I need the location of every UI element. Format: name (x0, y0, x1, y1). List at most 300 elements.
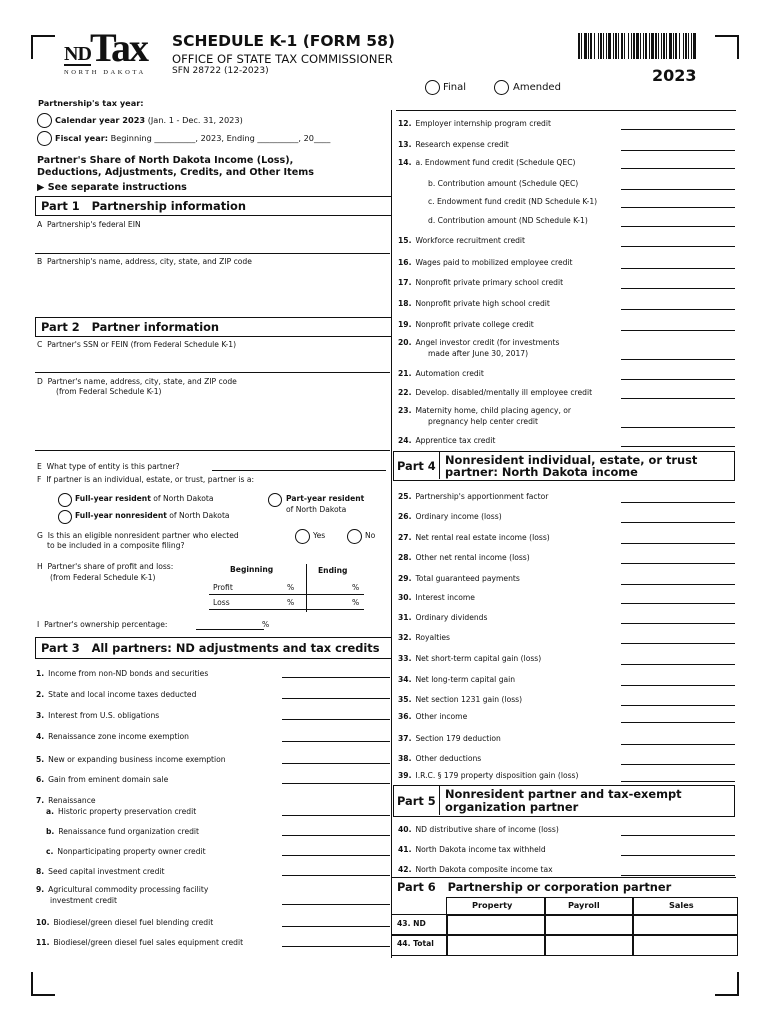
line-number: 5. (36, 755, 45, 764)
right-line-22-label (398, 574, 520, 584)
right-line-4-label (424, 197, 597, 207)
part5-divider (439, 786, 440, 815)
part3-line-3-label (36, 711, 159, 721)
barcode-bar (624, 33, 625, 59)
line-text: c. Endowment fund credit (ND Schedule K-1) (428, 197, 598, 206)
right-line-33-field[interactable] (621, 835, 735, 836)
profit-label: Profit (213, 583, 233, 592)
barcode-bar (683, 33, 684, 59)
right-line-18-field[interactable] (621, 502, 735, 503)
line-number: 20. (398, 338, 412, 347)
part3-line-10-field[interactable] (282, 855, 390, 856)
barcode-bar (685, 33, 687, 59)
line-text: Net rental real estate income (loss) (415, 533, 550, 542)
line-number: 42. (398, 865, 412, 874)
right-line-3-label (424, 179, 578, 189)
share-heading: Partner's Share of North Dakota Income (Loss), Deductions, Adjustments, Credits, and Other Items (37, 155, 314, 178)
part3-line-6-field[interactable] (282, 783, 390, 784)
line-text: North Dakota income tax withheld (415, 845, 546, 854)
line-text: North Dakota composite income tax (415, 865, 553, 874)
part5-title-line2: organization partner (445, 800, 579, 814)
right-line-28-label (398, 695, 522, 705)
right-line-17-field[interactable] (621, 446, 735, 447)
part5-title-line1: Nonresident partner and tax-exempt (445, 787, 682, 801)
line-number: 21. (398, 369, 412, 378)
part-year-resident-radio[interactable] (268, 493, 282, 507)
line-number: 4. (36, 732, 45, 741)
right-line-26-label (398, 654, 541, 664)
line-43-payroll[interactable] (544, 914, 634, 936)
line-number: 18. (398, 299, 412, 308)
line-text: Net section 1231 gain (loss) (415, 695, 523, 704)
barcode-bar (578, 33, 580, 59)
line-number: 9. (36, 885, 45, 894)
line-number: 25. (398, 492, 412, 501)
part3-line-14-label (36, 918, 213, 928)
line-b-label: B Partnership's name, address, city, state, and ZIP code (37, 257, 252, 266)
barcode-bar (608, 33, 611, 59)
barcode-bar (594, 33, 595, 59)
right-line-1-field[interactable] (621, 150, 735, 151)
right-line-23-field[interactable] (621, 603, 735, 604)
line-number: c. (46, 847, 54, 856)
line-text: Renaissance zone income exemption (48, 732, 189, 741)
barcode-bar (691, 33, 692, 59)
right-line-7-field[interactable] (621, 268, 735, 269)
line-text: Net short-term capital gain (loss) (415, 654, 542, 663)
line-text: a. Endowment fund credit (Schedule QEC) (415, 158, 576, 167)
part3-line-4-label (36, 732, 189, 742)
line-number: 14. (398, 158, 412, 167)
part3-line-11-field[interactable] (282, 875, 390, 876)
part3-line-9-field[interactable] (282, 835, 390, 836)
line-number: 28. (398, 553, 412, 562)
right-line-8-field[interactable] (621, 288, 735, 289)
loss-row-line[interactable] (209, 609, 364, 610)
barcode-bar (621, 33, 623, 59)
right-line-34-label (398, 845, 546, 855)
line-text: Employer internship program credit (415, 119, 551, 128)
right-line-18-label (398, 492, 548, 502)
line-text: Nonprofit private high school credit (415, 299, 550, 308)
right-line-35-label (398, 865, 553, 875)
line-44-label: 44. Total (397, 939, 434, 948)
part3-line-8-label (46, 807, 196, 817)
line-number: 37. (398, 734, 412, 743)
part5-label: Part 5 (397, 794, 436, 808)
line-number: 24. (398, 436, 412, 445)
part3-line-12-label (36, 885, 208, 895)
line-text: pregnancy help center credit (428, 417, 539, 426)
barcode-bar (590, 33, 592, 59)
barcode-bar (666, 33, 667, 59)
barcode-bar (661, 33, 662, 59)
right-line-31-field[interactable] (621, 764, 735, 765)
line-number: 6. (36, 775, 45, 784)
line-text: Wages paid to mobilized employee credit (415, 258, 573, 267)
right-line-9-field[interactable] (621, 309, 735, 310)
line-number: 3. (36, 711, 45, 720)
line-44-property[interactable] (446, 934, 546, 956)
barcode-bar (640, 33, 641, 59)
line-number: 34. (398, 675, 412, 684)
barcode-bar (673, 33, 674, 59)
line-a-label: A Partnership's federal EIN (37, 220, 141, 229)
line-text: Other income (415, 712, 468, 721)
logo-sub-text: NORTH DAKOTA (64, 69, 146, 76)
part3-line-1-field[interactable] (282, 677, 390, 678)
right-line-20-field[interactable] (621, 543, 735, 544)
profit-loss-divider (306, 564, 307, 612)
right-line-3-field[interactable] (621, 189, 735, 190)
line-text: Ordinary income (loss) (415, 512, 502, 521)
line-text: Research expense credit (415, 140, 509, 149)
part-year-resident-of-nd: of North Dakota (286, 505, 347, 514)
line-c-label: C Partner's SSN or FEIN (from Federal Schedule K-1) (37, 340, 237, 349)
full-year-nonresident-of-nd: of North Dakota (169, 511, 230, 520)
right-line-4-field[interactable] (621, 207, 735, 208)
barcode-bar (628, 33, 629, 59)
calendar-year-radio[interactable] (37, 113, 52, 128)
right-line-6-label (398, 236, 525, 246)
line-number: 10. (36, 918, 50, 927)
right-line-19-label (398, 512, 502, 522)
right-line-10-label (398, 320, 534, 330)
property-header: Property (472, 900, 513, 910)
right-line-13-field[interactable] (621, 379, 735, 380)
part3-line-13-label (46, 896, 117, 906)
part3-line-15-label (36, 938, 243, 948)
line-text: Ordinary dividends (415, 613, 488, 622)
line-number: 15. (398, 236, 412, 245)
right-line-26-field[interactable] (621, 664, 735, 665)
column-divider (391, 110, 392, 958)
fiscal-year-option (55, 133, 330, 144)
right-line-14-field[interactable] (621, 398, 735, 399)
line-43-label: 43. ND (397, 919, 426, 928)
fiscal-year-label: Fiscal year: (55, 133, 109, 143)
part1-title: Part 1 Partnership information (41, 199, 246, 213)
line-text: Other deductions (415, 754, 482, 763)
line-number: 8. (36, 867, 45, 876)
full-year-resident-radio[interactable] (58, 493, 72, 507)
line-43-property[interactable] (446, 914, 546, 936)
right-line-31-label (398, 754, 481, 764)
right-line-30-label (398, 734, 501, 744)
fiscal-year-radio[interactable] (37, 131, 52, 146)
line-number: 16. (398, 258, 412, 267)
part4-title-line1: Nonresident individual, estate, or trust (445, 453, 698, 467)
right-line-19-field[interactable] (621, 522, 735, 523)
header-rule (396, 110, 736, 111)
line-i-label: I Partner's ownership percentage: (37, 620, 168, 629)
right-line-35-field[interactable] (621, 875, 735, 876)
right-line-13-label (398, 369, 484, 379)
line-text: Maternity home, child placing agency, or (415, 406, 572, 415)
barcode-bar (663, 33, 665, 59)
barcode-bar (645, 33, 647, 59)
beginning-header: Beginning (230, 565, 274, 574)
loss-ending-pct: % (352, 598, 360, 607)
line-number: 27. (398, 533, 412, 542)
right-line-24-label (398, 613, 487, 623)
barcode-bar (649, 33, 650, 59)
barcode-bar (633, 33, 635, 59)
corner-mark-bottom-right (715, 972, 739, 996)
line-number: 31. (398, 613, 412, 622)
line-text: Royalties (415, 633, 451, 642)
line-44-payroll[interactable] (544, 934, 634, 956)
line-number: 35. (398, 695, 412, 704)
right-line-30-field[interactable] (621, 744, 735, 745)
line-text: Apprentice tax credit (415, 436, 496, 445)
line-43-sales[interactable] (632, 914, 738, 936)
barcode-bar (618, 33, 619, 59)
barcode-bar (675, 33, 677, 59)
barcode-bar (643, 33, 644, 59)
line-text: Automation credit (415, 369, 484, 378)
right-line-29-label (398, 712, 467, 722)
barcode-bar (584, 33, 587, 59)
tax-year-label: Partnership's tax year: (38, 98, 144, 108)
part3-line-1-label (36, 669, 208, 679)
part6-top-rule (391, 877, 736, 878)
sfn-number: SFN 28722 (12-2023) (172, 66, 269, 76)
part3-line-13-field[interactable] (282, 904, 390, 905)
part4-divider (439, 452, 440, 479)
line-text: Renaissance fund organization credit (58, 827, 200, 836)
line-text: Other net rental income (loss) (415, 553, 530, 562)
line-number: 33. (398, 654, 412, 663)
line-e-field[interactable] (212, 470, 386, 471)
line-text: Income from non-ND bonds and securities (48, 669, 209, 678)
right-line-17-label (398, 436, 495, 446)
profit-beginning-pct: % (287, 583, 295, 592)
line-text: Nonparticipating property owner credit (57, 847, 206, 856)
composite-no-radio[interactable] (347, 529, 362, 544)
right-line-34-field[interactable] (621, 855, 735, 856)
profit-row-line[interactable] (209, 594, 364, 595)
barcode-bar (693, 33, 696, 59)
line-text: State and local income taxes deducted (48, 690, 197, 699)
full-year-resident-option (75, 494, 214, 504)
line-text: Agricultural commodity processing facility (48, 885, 209, 894)
right-line-2-label (398, 158, 575, 168)
sales-header: Sales (669, 900, 694, 910)
line-number: 12. (398, 119, 412, 128)
line-i-pct: % (262, 620, 270, 629)
play-arrow-icon: ▶ (37, 182, 45, 193)
right-line-16-label (424, 417, 538, 427)
right-line-21-label (398, 553, 530, 563)
part3-line-5-field[interactable] (282, 763, 390, 764)
line-number: 7. (36, 796, 45, 805)
full-year-resident-of-nd: of North Dakota (153, 494, 214, 503)
right-line-16-field[interactable] (621, 427, 735, 428)
line-number: 19. (398, 320, 412, 329)
corner-mark-top-left (31, 35, 55, 59)
part4-label: Part 4 (397, 459, 436, 473)
barcode-bar (615, 33, 617, 59)
barcode-bar (606, 33, 607, 59)
final-label: Final (443, 82, 467, 93)
full-year-nonresident-option (75, 511, 230, 521)
right-line-23-label (398, 593, 475, 603)
line-number: 23. (398, 406, 412, 415)
right-line-12-field[interactable] (621, 359, 735, 360)
composite-yes-radio[interactable] (295, 529, 310, 544)
line-text: Angel investor credit (for investments (415, 338, 560, 347)
line-text: Interest income (415, 593, 475, 602)
line-text: Net long-term capital gain (415, 675, 516, 684)
full-year-resident-label: Full-year resident (75, 494, 151, 503)
tax-year: 2023 (652, 66, 697, 85)
right-line-5-label (424, 216, 588, 226)
part3-line-2-label (36, 690, 196, 700)
line-f-label: F If partner is an individual, estate, or trust, partner is a: (37, 475, 255, 484)
line-text: ND distributive share of income (loss) (415, 825, 559, 834)
right-line-5-field[interactable] (621, 226, 735, 227)
line-text: b. Contribution amount (Schedule QEC) (428, 179, 579, 188)
right-line-1-label (398, 140, 509, 150)
barcode-bar (655, 33, 657, 59)
line-number: 39. (398, 771, 412, 780)
line-text: d. Contribution amount (ND Schedule K-1) (428, 216, 588, 225)
right-line-6-field[interactable] (621, 246, 735, 247)
fiscal-year-text: Beginning __________, 2023, Ending __________, 20____ (110, 133, 331, 143)
line-h-label: H Partner's share of profit and loss: (37, 562, 174, 571)
line-text: Seed capital investment credit (48, 867, 165, 876)
line-number: b. (46, 827, 55, 836)
part3-title: Part 3 All partners: ND adjustments and tax credits (41, 641, 380, 655)
line-44-sales[interactable] (632, 934, 738, 956)
line-d-sublabel: (from Federal Schedule K-1) (56, 387, 162, 396)
part3-line-5-label (36, 755, 226, 765)
right-line-21-field[interactable] (621, 563, 735, 564)
barcode-bar (631, 33, 632, 59)
part3-line-10-label (46, 847, 206, 857)
logo-tax-text: Tax (90, 25, 148, 70)
part3-line-3-field[interactable] (282, 719, 390, 720)
line-a-field[interactable] (35, 253, 390, 254)
loss-label: Loss (213, 598, 230, 607)
line-number: 41. (398, 845, 412, 854)
right-line-22-field[interactable] (621, 584, 735, 585)
line-text: Total guaranteed payments (415, 574, 520, 583)
right-line-28-field[interactable] (621, 705, 735, 706)
barcode-bar (679, 33, 680, 59)
part3-line-14-field[interactable] (282, 926, 390, 927)
line-d-field[interactable] (35, 450, 390, 451)
barcode-bar (598, 33, 599, 59)
right-line-2-field[interactable] (621, 168, 735, 169)
line-number: 36. (398, 712, 412, 721)
ending-header: Ending (318, 566, 348, 575)
logo-nd-text: ND (64, 43, 91, 65)
loss-beginning-pct: % (287, 598, 295, 607)
line-text: Gain from eminent domain sale (48, 775, 169, 784)
see-instructions (37, 182, 187, 193)
line-number: 40. (398, 825, 412, 834)
right-line-27-field[interactable] (621, 685, 735, 686)
right-line-29-field[interactable] (621, 722, 735, 723)
line-text: New or expanding business income exemption (48, 755, 226, 764)
right-line-25-label (398, 633, 450, 643)
part3-line-4-field[interactable] (282, 741, 390, 742)
line-text: Partnership's apportionment factor (415, 492, 549, 501)
line-text: I.R.C. § 179 property disposition gain (loss) (415, 771, 579, 780)
line-text: Nonprofit private primary school credit (415, 278, 564, 287)
line-text: Interest from U.S. obligations (48, 711, 160, 720)
part3-line-15-field[interactable] (282, 946, 390, 947)
part4-title-line2: partner: North Dakota income (445, 465, 638, 479)
calendar-year-option (55, 115, 243, 126)
part3-line-2-field[interactable] (282, 698, 390, 699)
line-text: made after June 30, 2017) (428, 349, 529, 358)
line-number: a. (46, 807, 55, 816)
line-i-field[interactable] (196, 629, 264, 630)
see-instructions-label: See separate instructions (47, 182, 187, 193)
right-line-0-field[interactable] (621, 129, 735, 130)
barcode (578, 33, 696, 59)
calendar-year-label: Calendar year 2023 (55, 115, 146, 125)
composite-yes-label: Yes (313, 531, 326, 540)
full-year-nonresident-radio[interactable] (58, 510, 72, 524)
line-number: 2. (36, 690, 45, 699)
right-line-24-field[interactable] (621, 623, 735, 624)
corner-mark-bottom-left (31, 972, 55, 996)
right-line-14-label (398, 388, 592, 398)
composite-no-label: No (365, 531, 376, 540)
line-number: 30. (398, 593, 412, 602)
right-line-32-field[interactable] (621, 781, 735, 782)
right-line-0-label (398, 119, 551, 129)
right-line-8-label (398, 278, 563, 288)
line-number: 22. (398, 388, 412, 397)
line-number: 26. (398, 512, 412, 521)
line-number: 29. (398, 574, 412, 583)
line-text: Section 179 deduction (415, 734, 501, 743)
part3-line-8-field[interactable] (282, 815, 390, 816)
final-radio[interactable] (425, 80, 440, 95)
right-line-15-label (398, 406, 571, 416)
full-year-nonresident-label: Full-year nonresident (75, 511, 167, 520)
line-c-field[interactable] (35, 372, 390, 373)
right-line-10-field[interactable] (621, 330, 735, 331)
form-title: SCHEDULE K-1 (FORM 58) (172, 32, 395, 50)
line-number: 32. (398, 633, 412, 642)
right-line-27-label (398, 675, 515, 685)
right-line-12-label (424, 349, 528, 359)
right-line-25-field[interactable] (621, 643, 735, 644)
barcode-bar (651, 33, 654, 59)
line-d-label: D Partner's name, address, city, state, and ZIP code (37, 377, 237, 386)
right-line-33-label (398, 825, 559, 835)
calendar-year-range: (Jan. 1 - Dec. 31, 2023) (147, 115, 243, 125)
corner-mark-top-right (715, 35, 739, 59)
barcode-bar (688, 33, 689, 59)
line-text: Historic property preservation credit (58, 807, 197, 816)
amended-radio[interactable] (494, 80, 509, 95)
right-line-20-label (398, 533, 550, 543)
part3-line-7-label (36, 796, 96, 806)
barcode-bar (613, 33, 614, 59)
barcode-bar (603, 33, 604, 59)
line-number: 38. (398, 754, 412, 763)
line-number: 1. (36, 669, 45, 678)
line-text: Biodiesel/green diesel fuel sales equipment credit (53, 938, 244, 947)
barcode-bar (636, 33, 639, 59)
